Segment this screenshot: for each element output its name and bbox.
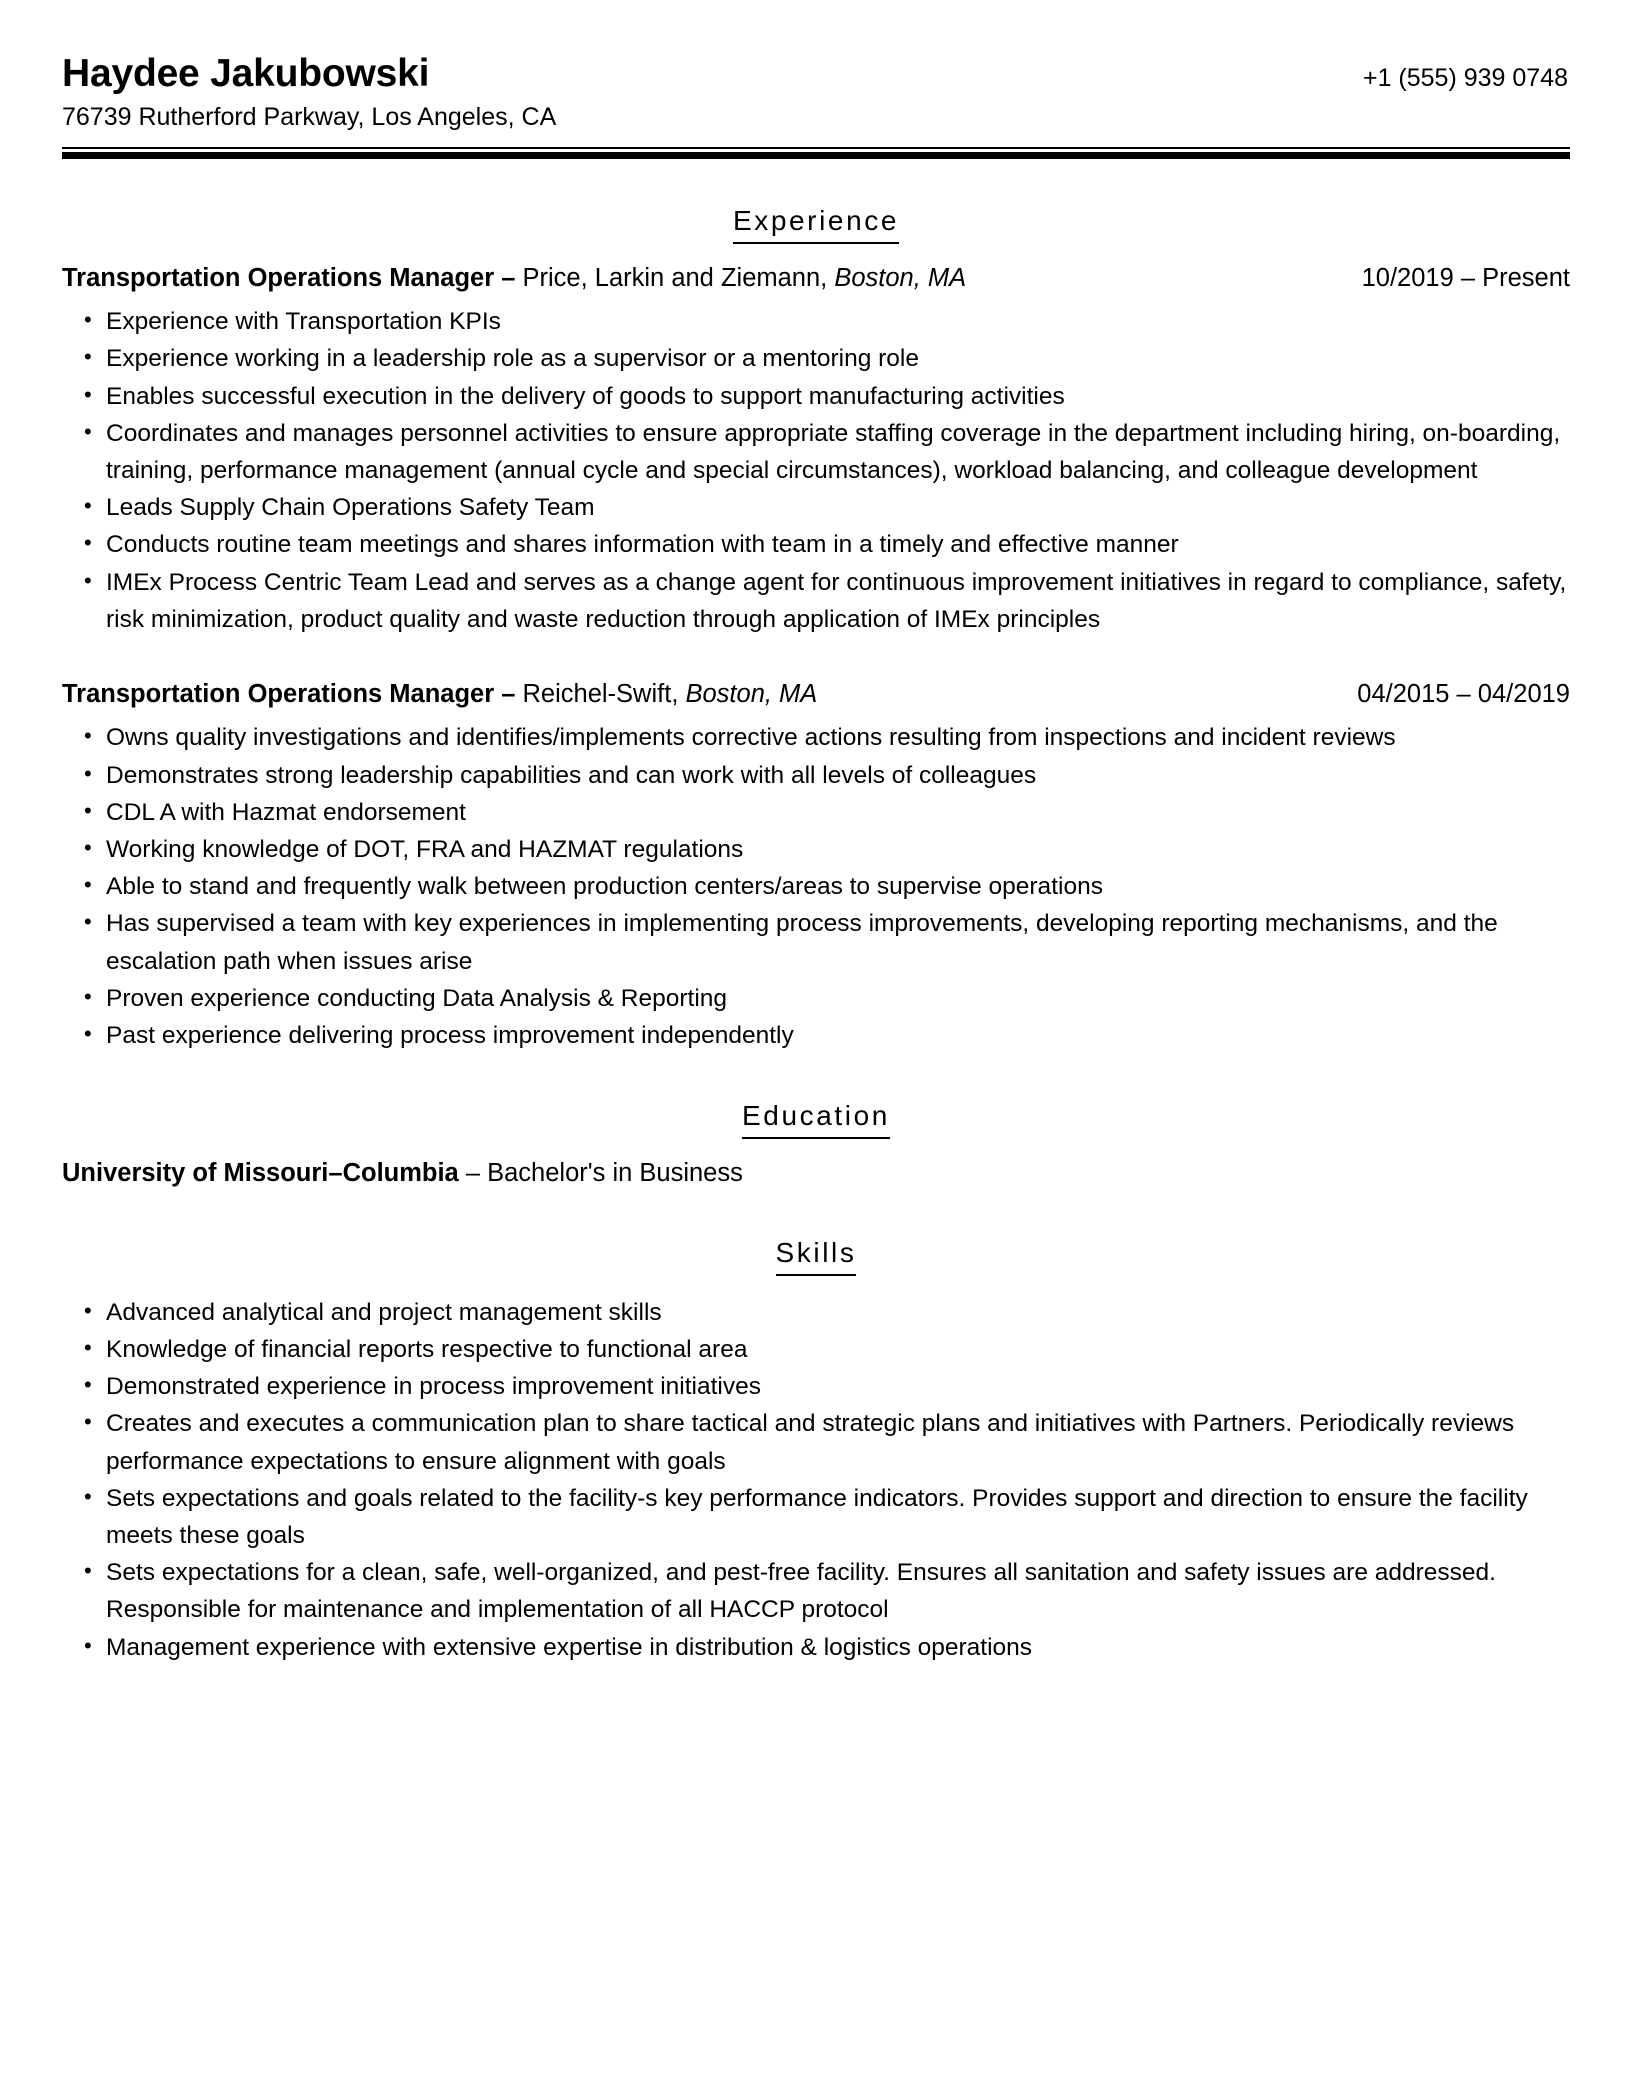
section-heading-skills-label: Skills bbox=[776, 1237, 857, 1276]
skill-bullet: • Sets expectations for a clean, safe, well-organized, and pest-free facility. Ensures all sanitation and safety issues are addressed. Responsible for maintenance and implementation of all HACCP protocol bbox=[62, 1554, 1570, 1628]
education-school: University of Missouri–Columbia bbox=[62, 1159, 459, 1188]
job-bullet: • Working knowledge of DOT, FRA and HAZMAT regulations bbox=[62, 831, 1570, 868]
job-bullet: • Has supervised a team with key experiences in implementing process improvements, developing reporting mechanisms, and the escalation path when issues arise bbox=[62, 905, 1570, 979]
resume-header bbox=[62, 52, 1570, 159]
job-bullet: • Experience working in a leadership role as a supervisor or a mentoring role bbox=[62, 340, 1570, 377]
job-location: Boston, MA bbox=[685, 680, 818, 709]
job-bullet: • Conducts routine team meetings and shares information with team in a timely and effective manner bbox=[62, 526, 1570, 563]
education-entry bbox=[62, 1157, 1570, 1190]
candidate-phone: +1 (555) 939 0748 bbox=[1362, 64, 1568, 92]
section-heading-experience bbox=[62, 205, 1570, 244]
job-bullet-list bbox=[62, 303, 1570, 638]
job-bullet: • Experience with Transportation KPIs bbox=[62, 303, 1570, 340]
job-organization: Reichel-Swift bbox=[522, 680, 672, 709]
header-divider-thick-line bbox=[62, 152, 1570, 159]
job-bullet: • Past experience delivering process improvement independently bbox=[62, 1017, 1570, 1054]
experience-entry bbox=[62, 678, 1570, 1054]
skill-bullet: • Knowledge of financial reports respective to functional area bbox=[62, 1331, 1570, 1368]
experience-entry-header bbox=[62, 262, 1570, 295]
experience-entry-heading-text bbox=[62, 678, 1357, 711]
job-bullet-list bbox=[62, 719, 1570, 1054]
job-bullet: • Able to stand and frequently walk between production centers/areas to supervise operations bbox=[62, 868, 1570, 905]
section-heading-skills bbox=[62, 1237, 1570, 1276]
job-separator: , bbox=[820, 263, 835, 292]
job-bullet: • Demonstrates strong leadership capabilities and can work with all levels of colleagues bbox=[62, 757, 1570, 794]
job-dates: 04/2015 – 04/2019 bbox=[1357, 680, 1570, 709]
job-separator: , bbox=[671, 680, 686, 709]
job-dates: 10/2019 – Present bbox=[1361, 263, 1570, 292]
job-organization: Price, Larkin and Ziemann bbox=[522, 263, 821, 292]
candidate-name: Haydee Jakubowski bbox=[62, 52, 430, 95]
section-heading-experience-label: Experience bbox=[733, 205, 899, 244]
education-degree: – Bachelor's in Business bbox=[458, 1159, 743, 1188]
job-bullet: • Proven experience conducting Data Analysis & Reporting bbox=[62, 980, 1570, 1017]
header-name-row bbox=[62, 52, 1570, 96]
candidate-address: 76739 Rutherford Parkway, Los Angeles, CA bbox=[62, 102, 557, 131]
skill-bullet: • Management experience with extensive expertise in distribution & logistics operations bbox=[62, 1629, 1570, 1666]
experience-entry-header bbox=[62, 678, 1570, 711]
job-bullet: • Coordinates and manages personnel activities to ensure appropriate staffing coverage in the department including hiring, on-boarding, training, performance management (annual cycle and special circumstances), workload balancing, and colleague development bbox=[62, 415, 1570, 489]
job-bullet: • IMEx Process Centric Team Lead and serves as a change agent for continuous improvement initiatives in regard to compliance, safety, risk minimization, product quality and waste reduction through application of IMEx principles bbox=[62, 564, 1570, 638]
skill-bullet: • Demonstrated experience in process improvement initiatives bbox=[62, 1368, 1570, 1405]
experience-entry bbox=[62, 262, 1570, 638]
skill-bullet: • Creates and executes a communication plan to share tactical and strategic plans and initiatives with Partners. Periodically reviews performance expectations to ensure alignment with goals bbox=[62, 1405, 1570, 1479]
skill-bullet: • Advanced analytical and project management skills bbox=[62, 1294, 1570, 1331]
experience-entry-heading-text bbox=[62, 262, 1362, 295]
skill-bullet: • Sets expectations and goals related to the facility-s key performance indicators. Provides support and direction to ensure the facility meets these goals bbox=[62, 1480, 1570, 1554]
skills-bullet-list bbox=[62, 1294, 1570, 1666]
job-title: Transportation Operations Manager – bbox=[62, 680, 523, 709]
header-divider bbox=[62, 147, 1570, 159]
job-bullet: • Owns quality investigations and identifies/implements corrective actions resulting from inspections and incident reviews bbox=[62, 719, 1570, 756]
job-bullet: • Leads Supply Chain Operations Safety Team bbox=[62, 489, 1570, 526]
job-location: Boston, MA bbox=[834, 263, 967, 292]
section-heading-education-label: Education bbox=[742, 1100, 890, 1139]
job-bullet: • CDL A with Hazmat endorsement bbox=[62, 794, 1570, 831]
job-bullet: • Enables successful execution in the delivery of goods to support manufacturing activities bbox=[62, 378, 1570, 415]
job-title: Transportation Operations Manager – bbox=[62, 263, 523, 292]
section-heading-education bbox=[62, 1100, 1570, 1139]
